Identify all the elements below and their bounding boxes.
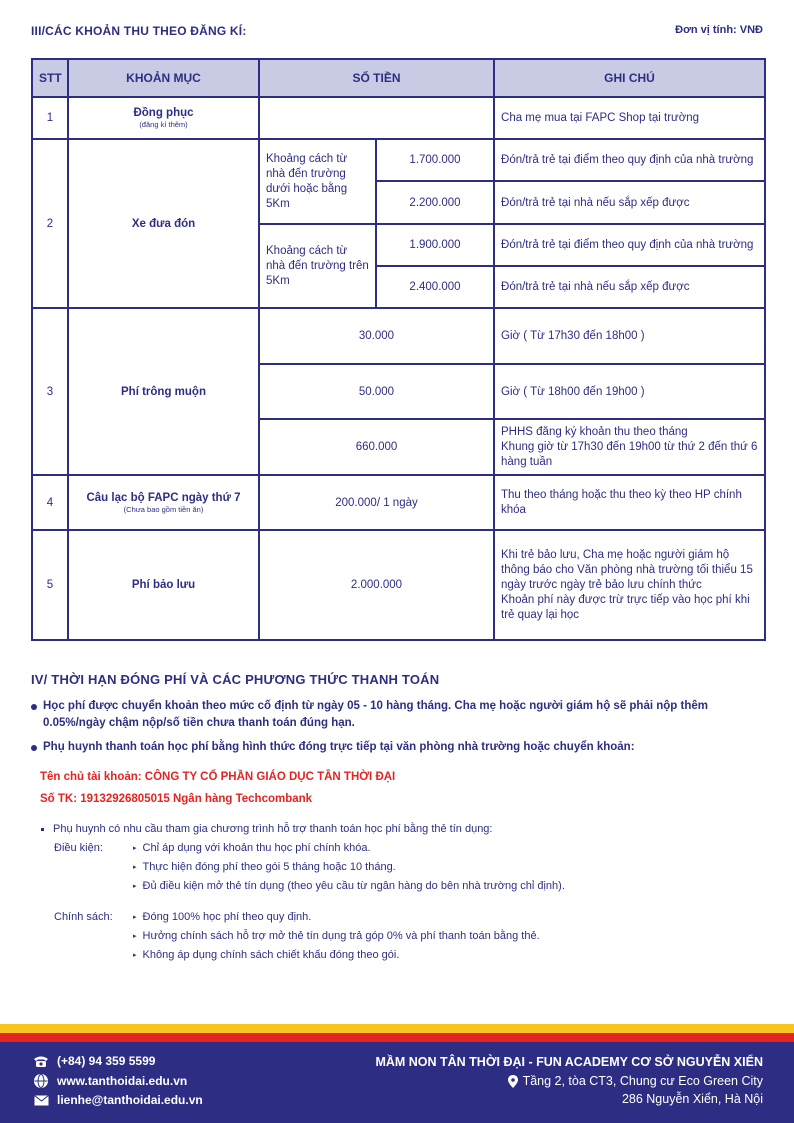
school-name: MẦM NON TÂN THỜI ĐẠI - FUN ACADEMY CƠ SỞ NGUYỄN XIỂN — [375, 1055, 763, 1069]
table-row — [32, 308, 765, 364]
amount-cell: 660.000 — [259, 419, 494, 475]
policy-text: Không áp dụng chính sách chiết khấu đóng theo gói. — [142, 949, 400, 961]
condition-row — [31, 839, 771, 858]
triangle-bullet-icon: ▸ — [133, 914, 137, 921]
amount-cell: 1.700.000 — [376, 139, 494, 181]
web-link[interactable]: www.tanthoidai.edu.vn — [57, 1074, 188, 1088]
amount-cell: 1.900.000 — [376, 224, 494, 266]
footer-stripe-red — [0, 1033, 794, 1042]
note-cell: Giờ ( Từ 18h00 đến 19h00 ) — [494, 364, 765, 419]
stt-cell: 2 — [32, 139, 68, 308]
condition-item — [133, 877, 565, 896]
payment-deadline-paragraph — [31, 698, 771, 732]
condition-text: Thực hiện đóng phí theo gói 5 tháng hoặc 10 tháng. — [142, 861, 396, 873]
section4 — [31, 672, 771, 965]
condition-item — [133, 839, 371, 858]
triangle-bullet-icon: ▸ — [133, 864, 137, 871]
credit-intro-text: Phụ huynh có nhu cầu tham gia chương trình hỗ trợ thanh toán học phí bằng thẻ tín dụng: — [53, 823, 493, 835]
header-item: KHOẢN MỤC — [68, 59, 259, 97]
triangle-bullet-icon: ▸ — [133, 933, 137, 940]
footer-stripe-yellow — [0, 1024, 794, 1033]
address-line2: 286 Nguyễn Xiển, Hà Nội — [621, 1092, 763, 1106]
item-sublabel: (đăng kí thêm) — [139, 120, 188, 129]
note-line: Khung giờ từ 17h30 đến 19h00 từ thứ 2 đến thứ 6 hàng tuần — [501, 440, 758, 468]
note-cell: Đón/trả trẻ tại điểm theo quy định của nhà trường — [494, 139, 765, 181]
policy-row — [31, 946, 771, 965]
section3-header — [31, 24, 763, 40]
note-cell: Giờ ( Từ 17h30 đến 18h00 ) — [494, 308, 765, 364]
policy-item — [133, 946, 399, 965]
triangle-bullet-icon: ▸ — [133, 952, 137, 959]
item-cell: Phí trông muộn — [68, 308, 259, 475]
conditions-label: Điều kiện: — [54, 842, 103, 854]
table-row — [32, 475, 765, 530]
condition-text: Đủ điều kiện mở thẻ tín dụng (theo yêu cầu từ ngân hàng do bên nhà trường chỉ định). — [142, 880, 565, 892]
bullet-dot-icon — [31, 745, 37, 751]
policy-row — [31, 927, 771, 946]
footer-address-line1 — [508, 1074, 763, 1088]
item-cell — [68, 475, 259, 530]
item-label: Đồng phục — [133, 107, 194, 119]
triangle-bullet-icon: ▸ — [133, 845, 137, 852]
stt-cell: 3 — [32, 308, 68, 475]
amount-cell: 200.000/ 1 ngày — [259, 475, 494, 530]
fees-table — [31, 58, 766, 641]
globe-icon — [33, 1074, 49, 1088]
note-cell — [494, 419, 765, 475]
stt-cell: 4 — [32, 475, 68, 530]
amount-cell — [259, 97, 494, 139]
table-row — [32, 97, 765, 139]
location-pin-icon — [508, 1075, 518, 1088]
amount-cell: 50.000 — [259, 364, 494, 419]
footer — [0, 1042, 794, 1123]
item-label: Câu lạc bộ FAPC ngày thứ 7 — [86, 491, 241, 504]
policy-text: Hưởng chính sách hỗ trợ mở thẻ tín dụng trả góp 0% và phí thanh toán bằng thẻ. — [142, 930, 540, 942]
account-name: Tên chủ tài khoản: CÔNG TY CỔ PHẦN GIÁO DỤC TÂN THỜI ĐẠI — [40, 771, 396, 783]
paragraph-text: Học phí được chuyển khoản theo mức cố định từ ngày 05 - 10 hàng tháng. Cha mẹ hoặc người giám hộ sẽ phải nộp thêm 0.05%/ngày chậm nộp/số tiền chưa thanh toán đúng hạn. — [43, 700, 708, 729]
footer-web — [33, 1074, 187, 1088]
item-cell — [68, 97, 259, 139]
account-number: Số TK: 19132926805015 Ngân hàng Techcombank — [40, 793, 313, 805]
item-cell: Xe đưa đón — [68, 139, 259, 308]
amount-cell: 2.200.000 — [376, 181, 494, 224]
address-text: Tầng 2, tòa CT3, Chung cư Eco Green City — [522, 1074, 763, 1088]
policy-label: Chính sách: — [54, 911, 113, 923]
table-row — [32, 139, 765, 181]
payment-method-paragraph — [31, 739, 771, 756]
currency-unit: Đơn vị tính: VNĐ — [675, 24, 763, 36]
condition-item — [133, 858, 396, 877]
policy-item — [133, 908, 311, 927]
note-cell: Thu theo tháng hoặc thu theo kỳ theo HP chính khóa — [494, 475, 765, 530]
header-stt: STT — [32, 59, 68, 97]
table-header-row — [32, 59, 765, 97]
footer-phone — [33, 1054, 155, 1068]
note-cell: Cha mẹ mua tại FAPC Shop tại trường — [494, 97, 765, 139]
mail-icon — [33, 1093, 49, 1107]
note-cell: Đón/trả trẻ tại nhà nếu sắp xếp được — [494, 181, 765, 224]
footer-email — [33, 1093, 203, 1107]
stt-cell: 5 — [32, 530, 68, 640]
table-row — [32, 530, 765, 640]
condition-row — [31, 858, 771, 877]
stt-cell: 1 — [32, 97, 68, 139]
phone-icon — [33, 1054, 49, 1068]
note-cell — [494, 530, 765, 640]
bullet-dot-icon — [31, 704, 37, 710]
email-link[interactable]: lienhe@tanthoidai.edu.vn — [57, 1093, 203, 1107]
item-cell: Phí bảo lưu — [68, 530, 259, 640]
policy-text: Đóng 100% học phí theo quy định. — [142, 911, 312, 923]
triangle-bullet-icon: ▸ — [133, 883, 137, 890]
item-sublabel: (Chưa bao gồm tiền ăn) — [123, 504, 204, 514]
condition-row — [31, 877, 771, 896]
policy-row — [31, 908, 771, 927]
phone-text: (+84) 94 359 5599 — [57, 1054, 156, 1068]
section4-title: IV/ THỜI HẠN ĐÓNG PHÍ VÀ CÁC PHƯƠNG THỨC THANH TOÁN — [31, 672, 440, 687]
policy-item — [133, 927, 540, 946]
square-bullet-icon — [41, 828, 44, 831]
note-line: Khoản phí này được trừ trực tiếp vào học phí khi trẻ quay lại học — [501, 593, 750, 621]
credit-card-intro — [31, 820, 771, 839]
note-cell: Đón/trả trẻ tại nhà nếu sắp xếp được — [494, 266, 765, 308]
note-cell: Đón/trả trẻ tại điểm theo quy định của nhà trường — [494, 224, 765, 266]
header-amount: SỐ TIỀN — [259, 59, 494, 97]
distance-label: Khoảng cách từ nhà đến trường dưới hoặc bằng 5Km — [259, 139, 376, 224]
paragraph-text: Phụ huynh thanh toán học phí bằng hình thức đóng trực tiếp tại văn phòng nhà trường hoặc chuyển khoản: — [43, 741, 635, 753]
note-line: PHHS đăng ký khoản thu theo tháng — [501, 425, 688, 438]
header-note: GHI CHÚ — [494, 59, 765, 97]
amount-cell: 2.400.000 — [376, 266, 494, 308]
amount-cell: 2.000.000 — [259, 530, 494, 640]
condition-text: Chỉ áp dụng với khoản thu học phí chính khóa. — [142, 842, 371, 854]
amount-cell: 30.000 — [259, 308, 494, 364]
note-line: Khi trẻ bảo lưu, Cha mẹ hoặc người giám hộ thông báo cho Văn phòng nhà trường tối thiểu 15 ngày trước ngày trẻ bảo lưu chính thức — [501, 548, 753, 591]
distance-label: Khoảng cách từ nhà đến trường trên 5Km — [259, 224, 376, 308]
section3-title: III/CÁC KHOẢN THU THEO ĐĂNG KÍ: — [31, 24, 247, 38]
